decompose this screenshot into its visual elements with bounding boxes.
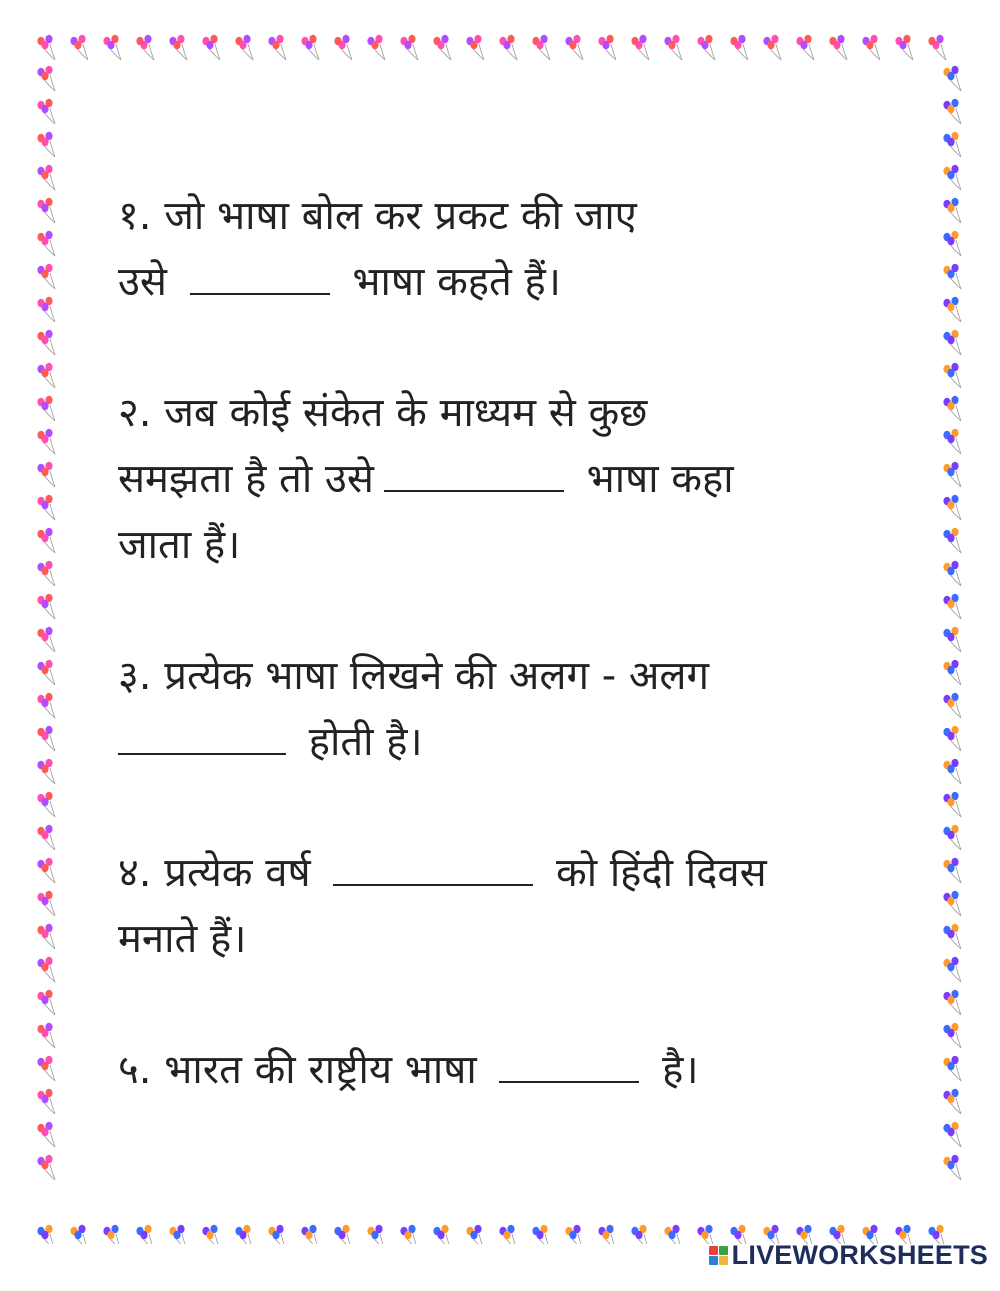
balloon-cluster [367, 35, 385, 60]
balloon-cluster [37, 99, 55, 124]
balloon-cluster [943, 990, 961, 1015]
balloon-cluster [37, 35, 55, 60]
balloon-cluster [895, 35, 913, 60]
balloon-cluster [235, 1225, 253, 1244]
question-text: जाता हैं। [118, 522, 241, 568]
balloon-cluster [37, 660, 55, 685]
balloon-cluster [103, 35, 121, 60]
balloon-cluster [943, 495, 961, 520]
balloon-cluster [943, 693, 961, 718]
balloon-cluster [37, 759, 55, 784]
balloon-cluster [943, 462, 961, 487]
logo-square [719, 1256, 728, 1265]
question-text: २. जब कोई संकेत के माध्यम से कुछ [118, 390, 648, 436]
balloon-cluster [631, 1225, 649, 1244]
balloon-cluster [37, 561, 55, 586]
balloon-cluster [202, 35, 220, 60]
balloon-cluster [301, 1225, 319, 1244]
balloon-cluster [943, 198, 961, 223]
balloon-cluster [943, 231, 961, 256]
balloon-cluster [37, 627, 55, 652]
balloon-cluster [70, 35, 88, 60]
balloon-cluster [268, 1225, 286, 1244]
balloon-cluster [37, 693, 55, 718]
balloon-cluster [943, 726, 961, 751]
question-list [118, 183, 858, 1103]
balloon-cluster [631, 35, 649, 60]
question-1 [118, 183, 858, 315]
balloon-cluster [532, 1225, 550, 1244]
balloon-cluster [37, 594, 55, 619]
question-4-line-2 [118, 906, 858, 972]
balloon-cluster [943, 759, 961, 784]
balloon-cluster [943, 1056, 961, 1081]
question-4 [118, 840, 858, 972]
answer-blank-4[interactable] [333, 854, 533, 886]
balloon-cluster [433, 35, 451, 60]
balloon-cluster [37, 1089, 55, 1114]
balloon-cluster [943, 858, 961, 883]
balloon-cluster [943, 594, 961, 619]
balloon-cluster [730, 35, 748, 60]
balloon-cluster [763, 35, 781, 60]
balloon-cluster [37, 825, 55, 850]
balloon-cluster [202, 1225, 220, 1244]
balloon-cluster [943, 297, 961, 322]
balloon-cluster [37, 957, 55, 982]
answer-blank-3[interactable] [118, 723, 286, 755]
question-text: ५. भारत की राष्ट्रीय भाषा [118, 1047, 490, 1093]
question-text: है। [649, 1047, 699, 1093]
balloon-cluster [433, 1225, 451, 1244]
balloon-cluster [565, 1225, 583, 1244]
liveworksheets-logo-icon [709, 1246, 728, 1265]
balloon-cluster [37, 990, 55, 1015]
balloon-cluster [697, 35, 715, 60]
balloon-cluster [136, 35, 154, 60]
logo-square [709, 1246, 718, 1255]
question-2 [118, 380, 858, 578]
balloon-cluster [367, 1225, 385, 1244]
balloon-cluster [37, 132, 55, 157]
balloon-cluster [37, 495, 55, 520]
balloon-cluster [37, 462, 55, 487]
question-1-line-2 [118, 249, 858, 315]
question-text: १. जो भाषा बोल कर प्रकट की जाए [118, 193, 637, 239]
balloon-cluster [862, 35, 880, 60]
question-text: ४. प्रत्येक वर्ष [118, 850, 324, 896]
balloon-cluster [943, 429, 961, 454]
balloon-cluster [37, 396, 55, 421]
balloon-cluster [598, 1225, 616, 1244]
liveworksheets-branding[interactable] [709, 1240, 988, 1271]
question-1-line-1 [118, 183, 858, 249]
question-2-line-1 [118, 380, 858, 446]
balloon-cluster [943, 1089, 961, 1114]
balloon-cluster [943, 99, 961, 124]
balloon-cluster [37, 792, 55, 817]
balloon-cluster [169, 1225, 187, 1244]
balloon-cluster [664, 35, 682, 60]
balloon-cluster [943, 627, 961, 652]
question-3-line-2 [118, 709, 858, 775]
question-text: उसे [118, 259, 180, 305]
balloon-cluster [943, 528, 961, 553]
balloon-cluster [37, 891, 55, 916]
balloon-cluster [466, 35, 484, 60]
balloon-cluster [400, 1225, 418, 1244]
balloon-cluster [37, 66, 55, 91]
balloon-cluster [37, 1225, 55, 1244]
balloon-cluster [37, 429, 55, 454]
balloon-cluster [37, 726, 55, 751]
balloon-cluster [268, 35, 286, 60]
balloon-cluster [943, 891, 961, 916]
balloon-cluster [943, 1023, 961, 1048]
balloon-cluster [943, 165, 961, 190]
question-text: समझता है तो उसे [118, 456, 374, 502]
question-2-line-2 [118, 446, 858, 512]
logo-square [719, 1246, 728, 1255]
question-4-line-1 [118, 840, 858, 906]
balloon-cluster [466, 1225, 484, 1244]
liveworksheets-brand-text: LIVEWORKSHEETS [731, 1240, 988, 1270]
question-5-line-1 [118, 1037, 858, 1103]
balloon-cluster [400, 35, 418, 60]
balloon-cluster [664, 1225, 682, 1244]
answer-blank-1[interactable] [190, 263, 330, 295]
balloon-cluster [499, 35, 517, 60]
balloon-cluster [37, 528, 55, 553]
balloon-cluster [943, 561, 961, 586]
balloon-cluster [943, 825, 961, 850]
balloon-cluster [37, 231, 55, 256]
answer-blank-2[interactable] [384, 460, 564, 492]
balloon-cluster [169, 35, 187, 60]
balloon-cluster [943, 132, 961, 157]
question-3-line-1 [118, 643, 858, 709]
balloon-cluster [943, 660, 961, 685]
balloon-cluster [70, 1225, 88, 1244]
question-text: भाषा कहा [573, 456, 734, 502]
balloon-cluster [796, 35, 814, 60]
balloon-cluster [37, 1023, 55, 1048]
balloon-cluster [943, 363, 961, 388]
balloon-cluster [37, 264, 55, 289]
balloon-cluster [37, 363, 55, 388]
balloon-cluster [37, 1122, 55, 1147]
balloon-cluster [499, 1225, 517, 1244]
balloon-cluster [103, 1225, 121, 1244]
balloon-cluster [943, 792, 961, 817]
balloon-cluster [334, 35, 352, 60]
balloon-cluster [301, 35, 319, 60]
balloon-cluster [37, 297, 55, 322]
balloon-cluster [37, 330, 55, 355]
balloon-cluster [829, 35, 847, 60]
balloon-cluster [235, 35, 253, 60]
balloon-cluster [37, 858, 55, 883]
balloon-cluster [37, 198, 55, 223]
balloon-cluster [928, 35, 946, 60]
logo-square [709, 1256, 718, 1265]
balloon-cluster [943, 264, 961, 289]
balloon-cluster [37, 1155, 55, 1180]
question-5 [118, 1037, 858, 1103]
balloon-cluster [943, 396, 961, 421]
balloon-cluster [943, 1155, 961, 1180]
balloon-cluster [943, 924, 961, 949]
question-2-line-3 [118, 512, 858, 578]
balloon-cluster [943, 66, 961, 91]
balloon-cluster [37, 1056, 55, 1081]
question-text: मनाते हैं। [118, 916, 247, 962]
answer-blank-5[interactable] [499, 1051, 639, 1083]
question-text: होती है। [296, 719, 423, 765]
question-text: ३. प्रत्येक भाषा लिखने की अलग - अलग [118, 653, 710, 699]
balloon-cluster [943, 1122, 961, 1147]
question-3 [118, 643, 858, 775]
balloon-cluster [334, 1225, 352, 1244]
balloon-cluster [943, 957, 961, 982]
question-text: को हिंदी दिवस [543, 850, 767, 896]
balloon-cluster [943, 330, 961, 355]
balloon-cluster [136, 1225, 154, 1244]
question-text: भाषा कहते हैं। [339, 259, 561, 305]
balloon-cluster [37, 924, 55, 949]
balloon-cluster [598, 35, 616, 60]
balloon-cluster [37, 165, 55, 190]
balloon-cluster [565, 35, 583, 60]
balloon-cluster [532, 35, 550, 60]
